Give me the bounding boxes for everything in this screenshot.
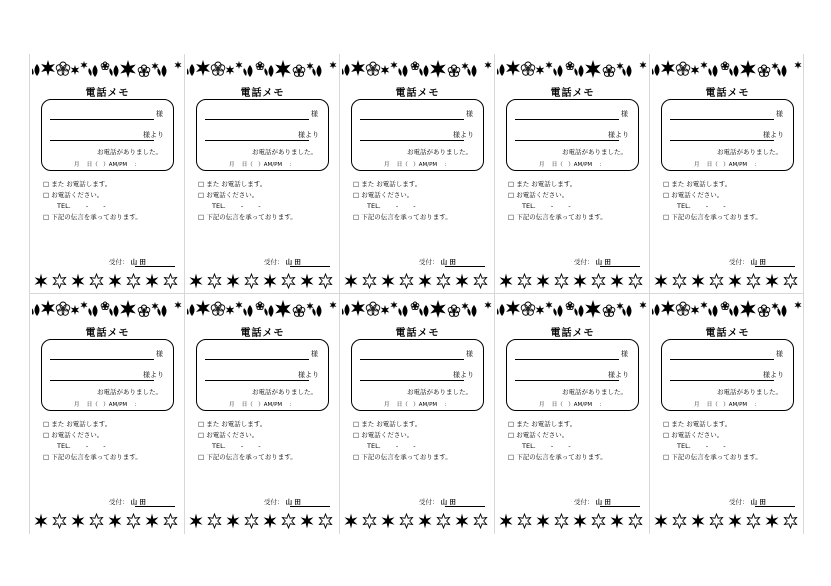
flower-vine-border-icon [187, 298, 337, 320]
datetime-field[interactable]: 月 日（ ）AM/PM ： [539, 162, 605, 168]
please-call-option[interactable]: □ お電話ください。 [508, 431, 569, 439]
caller-suffix: 様より [453, 371, 474, 379]
called-text: お電話がありました。 [562, 388, 627, 396]
tel-field[interactable]: TEL. - - [57, 442, 106, 450]
datetime-field[interactable]: 月 日（ ）AM/PM ： [539, 402, 605, 408]
received-name: 山 田 [440, 258, 456, 266]
received-label: 受付： [729, 258, 749, 266]
datetime-field[interactable]: 月 日（ ）AM/PM ： [229, 162, 295, 168]
received-label: 受付： [419, 498, 439, 506]
caller-box [351, 339, 484, 411]
flower-vine-border-icon [32, 58, 182, 80]
please-call-option[interactable]: □ お電話ください。 [353, 191, 414, 199]
star-flower-row-icon [32, 272, 182, 290]
called-text: お電話がありました。 [252, 148, 317, 156]
please-call-option[interactable]: □ お電話ください。 [43, 191, 104, 199]
recipient-line[interactable] [515, 359, 619, 360]
message-option[interactable]: □ 下記の伝言を承っております。 [353, 453, 452, 461]
please-call-option[interactable]: □ お電話ください。 [663, 191, 724, 199]
please-call-option[interactable]: □ お電話ください。 [198, 431, 259, 439]
caller-suffix: 様より [143, 131, 164, 139]
callback-later-option[interactable]: □ また お電話します。 [198, 420, 267, 428]
star-flower-row-icon [497, 272, 647, 290]
received-name: 山 田 [285, 498, 301, 506]
flower-vine-border-icon [32, 298, 182, 320]
recipient-line[interactable] [50, 359, 154, 360]
caller-line[interactable] [50, 140, 154, 141]
star-flower-row-icon [187, 272, 337, 290]
star-flower-row-icon [342, 272, 492, 290]
caller-box [661, 339, 794, 411]
star-flower-row-icon [652, 512, 802, 530]
received-by [729, 497, 766, 506]
received-underline [135, 266, 175, 267]
callback-later-option[interactable]: □ また お電話します。 [663, 180, 732, 188]
caller-line[interactable] [360, 140, 464, 141]
memo-card [184, 294, 339, 534]
memo-title: 電話メモ [550, 88, 595, 99]
caller-line[interactable] [205, 140, 309, 141]
memo-title: 電話メモ [395, 88, 440, 99]
star-flower-row-icon [187, 512, 337, 530]
memo-card [649, 54, 804, 294]
callback-later-option[interactable]: □ また お電話します。 [508, 180, 577, 188]
recipient-line[interactable] [670, 119, 774, 120]
caller-box [661, 99, 794, 171]
memo-sheet [29, 54, 804, 534]
callback-later-option[interactable]: □ また お電話します。 [198, 180, 267, 188]
caller-box [196, 339, 329, 411]
recipient-line[interactable] [515, 119, 619, 120]
memo-title: 電話メモ [705, 328, 750, 339]
message-option[interactable]: □ 下記の伝言を承っております。 [508, 213, 607, 221]
star-flower-row-icon [497, 512, 647, 530]
tel-field[interactable]: TEL. - - [677, 442, 726, 450]
message-option[interactable]: □ 下記の伝言を承っております。 [663, 453, 762, 461]
caller-box [351, 99, 484, 171]
received-name: 山 田 [440, 498, 456, 506]
please-call-option[interactable]: □ お電話ください。 [198, 191, 259, 199]
memo-card [339, 294, 494, 534]
received-label: 受付： [729, 498, 749, 506]
received-underline [290, 266, 330, 267]
flower-vine-border-icon [342, 298, 492, 320]
memo-card [649, 294, 804, 534]
received-name: 山 田 [285, 258, 301, 266]
called-text: お電話がありました。 [407, 388, 472, 396]
received-underline [135, 506, 175, 507]
caller-line[interactable] [205, 380, 309, 381]
received-underline [755, 506, 795, 507]
tel-field[interactable]: TEL. - - [212, 442, 261, 450]
called-text: お電話がありました。 [562, 148, 627, 156]
memo-card [29, 54, 184, 294]
message-option[interactable]: □ 下記の伝言を承っております。 [198, 213, 297, 221]
caller-suffix: 様より [453, 131, 474, 139]
received-underline [290, 506, 330, 507]
message-option[interactable]: □ 下記の伝言を承っております。 [663, 213, 762, 221]
caller-line[interactable] [670, 380, 774, 381]
received-by [729, 257, 766, 266]
tel-field[interactable]: TEL. - - [522, 442, 571, 450]
message-option[interactable]: □ 下記の伝言を承っております。 [508, 453, 607, 461]
received-by [264, 257, 301, 266]
received-label: 受付： [109, 258, 129, 266]
memo-card [29, 294, 184, 534]
received-underline [445, 266, 485, 267]
recipient-line[interactable] [205, 359, 309, 360]
message-option[interactable]: □ 下記の伝言を承っております。 [43, 213, 142, 221]
recipient-suffix: 様 [621, 350, 628, 358]
called-text: お電話がありました。 [717, 388, 782, 396]
flower-vine-border-icon [187, 58, 337, 80]
datetime-field[interactable]: 月 日（ ）AM/PM ： [694, 402, 760, 408]
tel-field[interactable]: TEL. - - [677, 202, 726, 210]
memo-title: 電話メモ [395, 328, 440, 339]
datetime-field[interactable]: 月 日（ ）AM/PM ： [384, 402, 450, 408]
tel-field[interactable]: TEL. - - [212, 202, 261, 210]
called-text: お電話がありました。 [407, 148, 472, 156]
flower-vine-border-icon [497, 298, 647, 320]
received-name: 山 田 [595, 498, 611, 506]
recipient-suffix: 様 [621, 110, 628, 118]
caller-line[interactable] [515, 140, 619, 141]
received-name: 山 田 [750, 498, 766, 506]
recipient-suffix: 様 [776, 110, 783, 118]
memo-title: 電話メモ [85, 88, 130, 99]
received-label: 受付： [574, 498, 594, 506]
caller-line[interactable] [515, 380, 619, 381]
recipient-line[interactable] [670, 359, 774, 360]
message-option[interactable]: □ 下記の伝言を承っております。 [198, 453, 297, 461]
recipient-line[interactable] [205, 119, 309, 120]
tel-field[interactable]: TEL. - - [57, 202, 106, 210]
callback-later-option[interactable]: □ また お電話します。 [43, 180, 112, 188]
memo-card [339, 54, 494, 294]
caller-suffix: 様より [143, 371, 164, 379]
tel-field[interactable]: TEL. - - [522, 202, 571, 210]
recipient-suffix: 様 [466, 350, 473, 358]
caller-box [506, 99, 639, 171]
memo-title: 電話メモ [85, 328, 130, 339]
received-by [264, 497, 301, 506]
flower-vine-border-icon [652, 58, 802, 80]
star-flower-row-icon [32, 512, 182, 530]
caller-suffix: 様より [763, 371, 784, 379]
memo-card [184, 54, 339, 294]
star-flower-row-icon [652, 272, 802, 290]
please-call-option[interactable]: □ お電話ください。 [508, 191, 569, 199]
flower-vine-border-icon [342, 58, 492, 80]
received-by [109, 257, 146, 266]
received-by [419, 257, 456, 266]
please-call-option[interactable]: □ お電話ください。 [43, 431, 104, 439]
received-label: 受付： [419, 258, 439, 266]
received-name: 山 田 [595, 258, 611, 266]
caller-box [41, 339, 174, 411]
received-name: 山 田 [750, 258, 766, 266]
recipient-suffix: 様 [311, 110, 318, 118]
called-text: お電話がありました。 [717, 148, 782, 156]
memo-title: 電話メモ [705, 88, 750, 99]
recipient-suffix: 様 [311, 350, 318, 358]
received-label: 受付： [574, 258, 594, 266]
callback-later-option[interactable]: □ また お電話します。 [663, 420, 732, 428]
memo-card [494, 294, 649, 534]
received-by [109, 497, 146, 506]
recipient-suffix: 様 [156, 350, 163, 358]
callback-later-option[interactable]: □ また お電話します。 [353, 180, 422, 188]
memo-title: 電話メモ [240, 88, 285, 99]
please-call-option[interactable]: □ お電話ください。 [353, 431, 414, 439]
received-underline [755, 266, 795, 267]
received-name: 山 田 [130, 498, 146, 506]
datetime-field[interactable]: 月 日（ ）AM/PM ： [74, 402, 140, 408]
tel-field[interactable]: TEL. - - [367, 202, 416, 210]
caller-box [506, 339, 639, 411]
memo-title: 電話メモ [550, 328, 595, 339]
caller-line[interactable] [360, 380, 464, 381]
datetime-field[interactable]: 月 日（ ）AM/PM ： [694, 162, 760, 168]
datetime-field[interactable]: 月 日（ ）AM/PM ： [74, 162, 140, 168]
caller-line[interactable] [670, 140, 774, 141]
received-label: 受付： [109, 498, 129, 506]
received-by [574, 257, 611, 266]
called-text: お電話がありました。 [97, 388, 162, 396]
tel-field[interactable]: TEL. - - [367, 442, 416, 450]
caller-line[interactable] [50, 380, 154, 381]
flower-vine-border-icon [652, 298, 802, 320]
callback-later-option[interactable]: □ また お電話します。 [508, 420, 577, 428]
please-call-option[interactable]: □ お電話ください。 [663, 431, 724, 439]
caller-suffix: 様より [763, 131, 784, 139]
recipient-line[interactable] [360, 359, 464, 360]
memo-card [494, 54, 649, 294]
received-underline [600, 506, 640, 507]
flower-vine-border-icon [497, 58, 647, 80]
recipient-line[interactable] [360, 119, 464, 120]
message-option[interactable]: □ 下記の伝言を承っております。 [353, 213, 452, 221]
received-label: 受付： [264, 498, 284, 506]
recipient-suffix: 様 [156, 110, 163, 118]
called-text: お電話がありました。 [252, 388, 317, 396]
recipient-suffix: 様 [776, 350, 783, 358]
message-option[interactable]: □ 下記の伝言を承っております。 [43, 453, 142, 461]
caller-suffix: 様より [298, 131, 319, 139]
received-by [419, 497, 456, 506]
caller-suffix: 様より [298, 371, 319, 379]
received-name: 山 田 [130, 258, 146, 266]
received-underline [600, 266, 640, 267]
caller-suffix: 様より [608, 371, 629, 379]
callback-later-option[interactable]: □ また お電話します。 [43, 420, 112, 428]
received-underline [445, 506, 485, 507]
caller-box [196, 99, 329, 171]
recipient-suffix: 様 [466, 110, 473, 118]
caller-suffix: 様より [608, 131, 629, 139]
received-label: 受付： [264, 258, 284, 266]
recipient-line[interactable] [50, 119, 154, 120]
star-flower-row-icon [342, 512, 492, 530]
called-text: お電話がありました。 [97, 148, 162, 156]
received-by [574, 497, 611, 506]
callback-later-option[interactable]: □ また お電話します。 [353, 420, 422, 428]
datetime-field[interactable]: 月 日（ ）AM/PM ： [229, 402, 295, 408]
memo-title: 電話メモ [240, 328, 285, 339]
datetime-field[interactable]: 月 日（ ）AM/PM ： [384, 162, 450, 168]
caller-box [41, 99, 174, 171]
